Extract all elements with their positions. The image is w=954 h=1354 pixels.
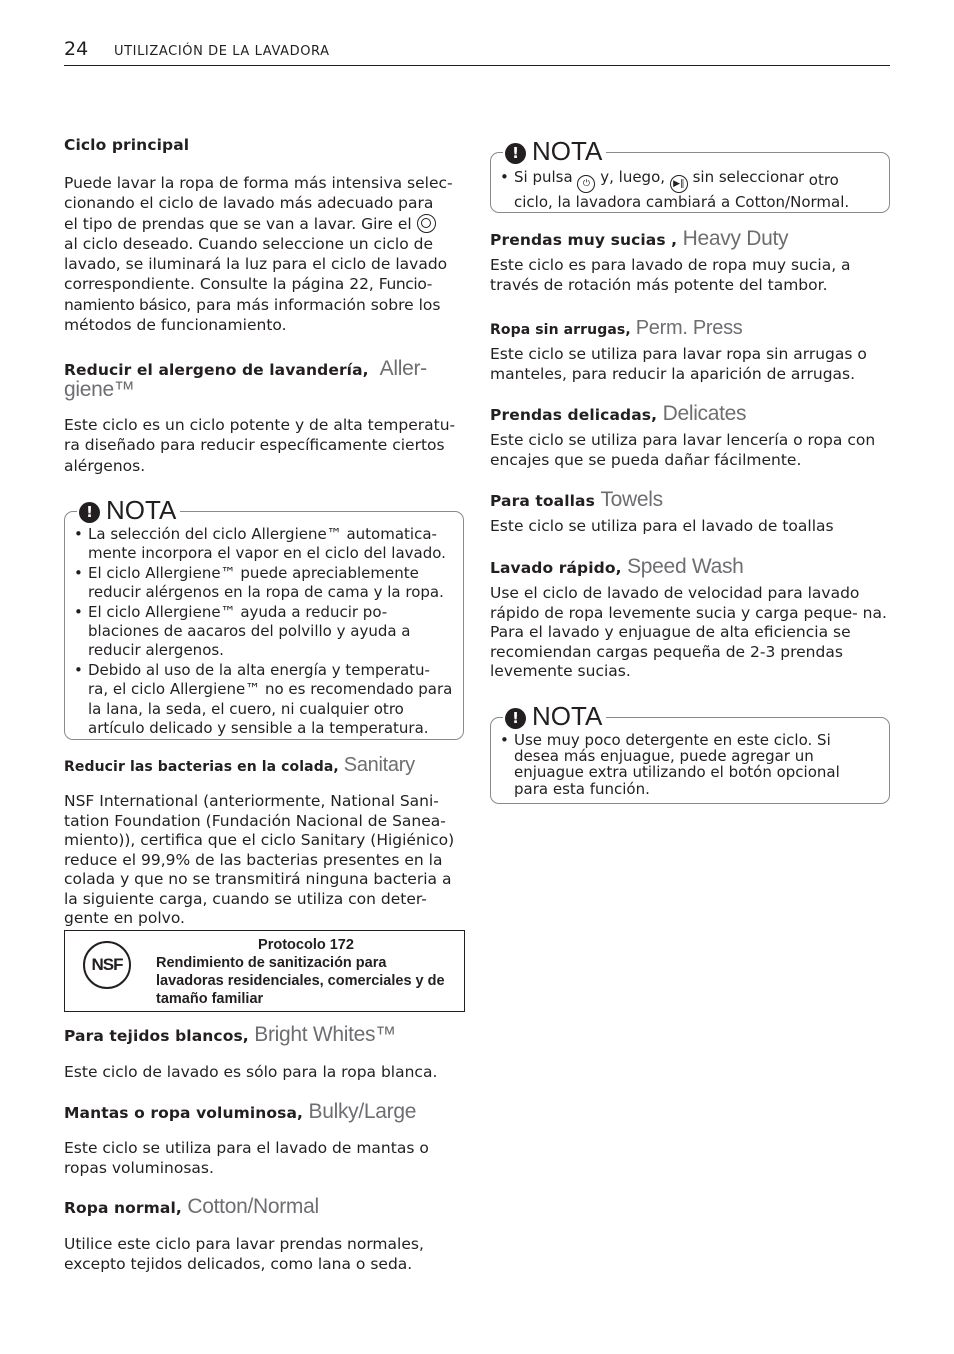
ciclo-principal-heading: Ciclo principal <box>64 136 190 154</box>
exclamation-icon: ! <box>79 502 100 523</box>
nota-allergiene: ! NOTA • La selección del ciclo Allergiene™ automatica- mente incorpora el vapor en el ciclo del lavado. • El ciclo Allergiene™ puede apreciablemente reducir alérgenos en la ropa de cama y la ropa. • El ciclo Allergiene™ ayuda a reducir po- blaciones de aacaros del polvillo y ayuda a reducir alergenos. • Debido al uso de la alta energía y temperatu- ra, el ciclo Allergiene™ no es recomendado para la lana, la seda, el cuero, ni cualquier otro artículo delicado y sensible a la temperatura. <box>64 511 464 740</box>
page-header <box>64 38 890 66</box>
towels-heading: Para toallas Towels <box>490 488 663 511</box>
sanitary-heading: Reducir las bacterias en la colada, Sanitary <box>64 754 415 776</box>
cycle-dial-icon <box>417 214 436 233</box>
speed-wash-text: Use el ciclo de lavado de velocidad para lavado rápido de ropa levemente sucia y carga peque- na. Para el lavado y enjuague de alta eficiencia se recomiendan cargas pequeña de 2-3 prendas levemente sucias. <box>490 584 887 680</box>
heavy-duty-heading: Prendas muy sucias , Heavy Duty <box>490 227 789 250</box>
list-item: • Use muy poco detergente en este ciclo. Si desea más enjuague, puede agregar un enjuague extra utilizando el botón opcional para esta función. <box>500 732 872 797</box>
nsf-logo: NSF <box>83 941 131 989</box>
allergiene-text: Este ciclo es un ciclo potente y de alta temperatu- ra diseñado para reducir específicamente ciertos alérgenos. <box>64 416 456 475</box>
cotton-text: Utilice este ciclo para lavar prendas normales, excepto tejidos delicados, como lana o seda. <box>64 1235 424 1274</box>
allergiene-alt: giene™ <box>64 378 135 401</box>
protocol-title: Protocolo 172 <box>258 937 354 953</box>
list-item: • El ciclo Allergiene™ ayuda a reducir po- blaciones de aacaros del polvillo y ayuda a reducir alergenos. <box>74 603 454 661</box>
delicates-text: Este ciclo se utiliza para lavar lencería o ropa con encajes que se pueda dañar fácilmente. <box>490 431 876 469</box>
link-funcionamiento-basico: Funcio- namiento básico <box>64 275 432 314</box>
exclamation-icon: ! <box>505 708 526 729</box>
list-item: • Si pulsa ⏻ y, luego, ▶‖ sin seleccionar otro ciclo, la lavadora cambiará a Cotton/Normal. <box>500 168 850 211</box>
bright-whites-text: Este ciclo de lavado es sólo para la ropa blanca. <box>64 1063 438 1081</box>
bulky-text: Este ciclo se utiliza para el lavado de mantas o ropas voluminosas. <box>64 1139 429 1178</box>
protocol-description: Rendimiento de sanitización para lavadoras residenciales, comerciales y de tamaño familiar <box>156 955 445 1007</box>
section-title: UTILIZACIÓN DE LA LAVADORA <box>114 44 330 59</box>
nsf-protocol-box <box>64 930 465 1012</box>
list-item: • El ciclo Allergiene™ puede apreciablemente reducir alérgenos en la ropa de cama y la ropa. <box>74 564 454 603</box>
heavy-duty-text: Este ciclo es para lavado de ropa muy sucia, a través de rotación más potente del tambor. <box>490 256 851 294</box>
nota-speed-wash: ! NOTA • Use muy poco detergente en este ciclo. Si desea más enjuague, puede agregar un enjuague extra utilizando el botón opcional para esta función. <box>490 717 890 804</box>
perm-press-text: Este ciclo se utiliza para lavar ropa sin arrugas o manteles, para reducir la aparición de arrugas. <box>490 345 867 383</box>
list-item: • Debido al uso de la alta energía y temperatu- ra, el ciclo Allergiene™ no es recomendado para la lana, la seda, el cuero, ni cualquier otro artículo delicado y sensible a la temperatura. <box>74 661 454 739</box>
delicates-heading: Prendas delicadas, Delicates <box>490 402 747 425</box>
ciclo-principal-body: Puede lavar la ropa de forma más intensiva selec- cionando el ciclo de lavado más adecuado para el tipo de prendas que se van a lavar. Gire el al ciclo deseado. Cuando seleccione un ciclo de lavado, se iluminará la luz para el ciclo de lavado correspondiente. Consulte la página 22, Funcio- namiento básico, para más información sobre los métodos de funcionamiento. <box>64 174 453 335</box>
perm-press-heading: Ropa sin arrugas, Perm. Press <box>490 317 743 339</box>
nota-cotton-normal: ! NOTA • Si pulsa ⏻ y, luego, ▶‖ sin seleccionar otro ciclo, la lavadora cambiará a Cotton/Normal. <box>490 152 890 213</box>
bulky-heading: Mantas o ropa voluminosa, Bulky/Large <box>64 1100 417 1123</box>
page-number: 24 <box>64 38 89 60</box>
speed-wash-heading: Lavado rápido, Speed Wash <box>490 555 744 578</box>
bright-whites-heading: Para tejidos blancos, Bright Whites™ <box>64 1023 396 1046</box>
exclamation-icon: ! <box>505 143 526 164</box>
cotton-heading: Ropa normal, Cotton/Normal <box>64 1195 319 1218</box>
start-pause-icon: ▶‖ <box>670 175 688 193</box>
towels-text: Este ciclo se utiliza para el lavado de toallas <box>490 517 834 535</box>
list-item: • La selección del ciclo Allergiene™ automatica- mente incorpora el vapor en el ciclo del lavado. <box>74 525 454 564</box>
power-button-icon: ⏻ <box>577 175 595 193</box>
sanitary-text: NSF International (anteriormente, National Sani- tation Foundation (Fundación Nacional de Sanea- miento)), certifica que el ciclo Sanitary (Higiénico) reduce el 99,9% de las bacterias presentes en la colada y que no se transmitirá ninguna bacteria a la siguiente carga, cuando se utiliza con deter- gente en polvo. <box>64 792 455 927</box>
allergiene-heading: Reducir el alergeno de lavandería, Aller- <box>64 357 427 380</box>
